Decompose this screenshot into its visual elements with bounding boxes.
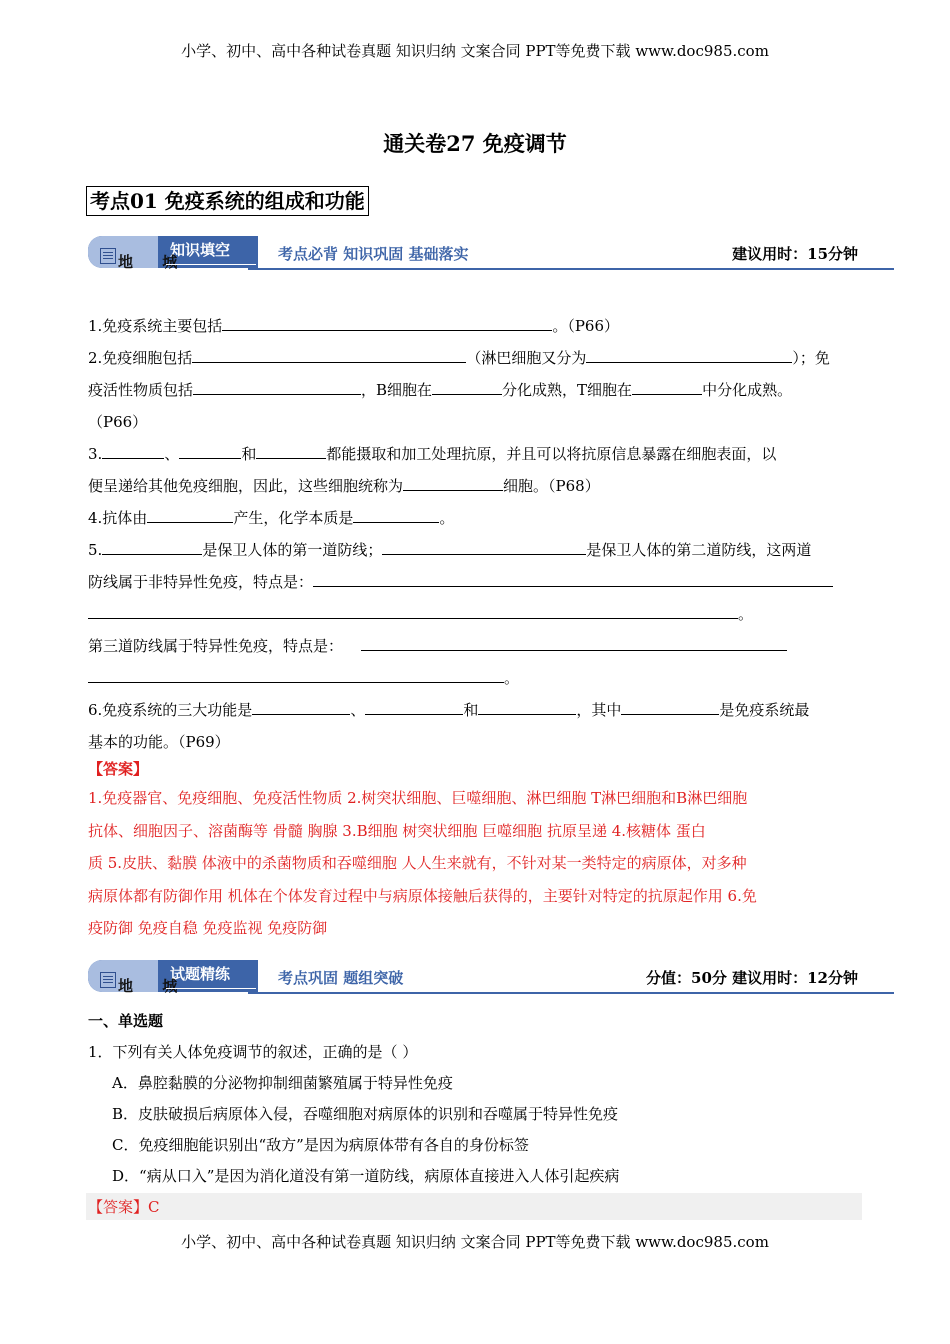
q2-text-d: 疫活性物质包括 bbox=[88, 381, 194, 399]
q3-text-b: 、 bbox=[164, 445, 180, 463]
q5-text-d: 防线属于非特异性免疫，特点是： bbox=[88, 573, 314, 591]
question-5-line2 bbox=[88, 566, 864, 598]
question-2 bbox=[88, 342, 864, 374]
q6-text-b: 、 bbox=[350, 701, 366, 719]
answer-line: 疫防御 免疫自稳 免疫监视 免疫防御 bbox=[88, 919, 328, 937]
banner-underline bbox=[166, 988, 256, 989]
q2-text-b: （淋巴细胞又分为 bbox=[466, 349, 587, 367]
banner-slogan: 考点必背 知识巩固 基础落实 bbox=[278, 245, 469, 263]
q2-text-h: （P66） bbox=[88, 413, 148, 431]
answer-line: 1.免疫器官、免疫细胞、免疫活性物质 2.树突状细胞、巨噬细胞、淋巴细胞 T淋巴细胞和B淋巴细胞 bbox=[88, 789, 748, 807]
q2-text-g: 中分化成熟。 bbox=[702, 381, 793, 399]
answer-bar bbox=[86, 1193, 862, 1220]
mc1-option-c: C．免疫细胞能识别出“敌方”是因为病原体带有各自的身份标签 bbox=[112, 1136, 529, 1154]
blank bbox=[353, 505, 439, 523]
blank bbox=[192, 345, 466, 363]
mc1-answer bbox=[88, 1196, 160, 1217]
q3-text-d: 都能摄取和加工处理抗原，并且可以将抗原信息暴露在细胞表面，以 bbox=[326, 445, 777, 463]
mc1-stem: 1．下列有关人体免疫调节的叙述，正确的是（ ） bbox=[88, 1043, 418, 1061]
q6-text-e: 是免疫系统最 bbox=[719, 701, 810, 719]
question-2-line3 bbox=[88, 406, 864, 438]
answer-line: 质 5.皮肤、黏膜 体液中的杀菌物质和吞噬细胞 人人生来就有，不针对某一类特定的病原体，对多种 bbox=[88, 854, 747, 872]
mc1-option-a: A．鼻腔黏膜的分泌物抑制细菌繁殖属于特异性免疫 bbox=[112, 1074, 453, 1092]
question-2-line2 bbox=[88, 374, 864, 406]
blank bbox=[102, 537, 202, 555]
banner-score-time: 分值：50分 建议用时：12分钟 bbox=[646, 969, 858, 987]
question-1 bbox=[88, 310, 864, 342]
q3-text-f: 细胞。（P68） bbox=[503, 477, 600, 495]
blank bbox=[586, 345, 792, 363]
banner-tag: 知识填空 bbox=[170, 241, 231, 259]
blank bbox=[102, 441, 164, 459]
q6-text-c: 和 bbox=[463, 701, 479, 719]
blank bbox=[478, 697, 576, 715]
q5-text-e: 。 bbox=[738, 605, 754, 623]
page-header: 小学、初中、高中各种试卷真题 知识归纳 文案合同 PPT等免费下载 www.doc985.com bbox=[181, 42, 769, 60]
q6-text: 6.免疫系统的三大功能是 bbox=[88, 701, 253, 719]
q4-text-c: 。 bbox=[439, 509, 455, 527]
blank bbox=[361, 633, 787, 651]
q6-text-f: 基本的功能。（P69） bbox=[88, 733, 230, 751]
section-title: 一、单选题 bbox=[88, 1012, 164, 1030]
q4-text: 4.抗体由 bbox=[88, 509, 148, 527]
blank bbox=[632, 377, 702, 395]
question-5-line4 bbox=[88, 630, 864, 662]
q2-text-c: ）；免 bbox=[792, 349, 830, 367]
q2-text-e: ，B细胞在 bbox=[361, 381, 433, 399]
blank bbox=[88, 665, 504, 683]
blank bbox=[88, 601, 738, 619]
banner-tag: 试题精练 bbox=[170, 965, 231, 983]
q5-text-f: 第三道防线属于特异性免疫，特点是： bbox=[88, 637, 344, 655]
q4-text-b: 产生，化学本质是 bbox=[233, 509, 354, 527]
page-title: 通关卷27 免疫调节 bbox=[383, 131, 567, 156]
q5-text-g: 。 bbox=[504, 669, 520, 687]
question-6 bbox=[88, 694, 864, 726]
q6-text-d: ，其中 bbox=[576, 701, 622, 719]
blank bbox=[256, 441, 326, 459]
q3-text: 3. bbox=[88, 445, 103, 463]
blank bbox=[222, 313, 552, 331]
question-3-line2 bbox=[88, 470, 864, 502]
blank bbox=[147, 505, 233, 523]
answer-line: 抗体、细胞因子、溶菌酶等 骨髓 胸腺 3.B细胞 树突状细胞 巨噬细胞 抗原呈递 4.核糖体 蛋白 bbox=[88, 821, 706, 840]
blank bbox=[403, 473, 503, 491]
blank bbox=[193, 377, 361, 395]
blank bbox=[313, 569, 833, 587]
question-3 bbox=[88, 438, 864, 470]
blank bbox=[179, 441, 241, 459]
answer-label: 【答案】 bbox=[88, 760, 149, 778]
q5-text-c: 是保卫人体的第二道防线，这两道 bbox=[586, 541, 812, 559]
question-5 bbox=[88, 534, 864, 566]
mc1-answer-value: C bbox=[148, 1198, 160, 1216]
banner-slogan: 考点巩固 题组突破 bbox=[278, 969, 404, 987]
q3-text-c: 和 bbox=[241, 445, 257, 463]
question-block bbox=[88, 310, 864, 758]
blank bbox=[365, 697, 463, 715]
banner-rule bbox=[248, 268, 894, 270]
banner-practice bbox=[88, 960, 894, 994]
q1-text: 1.免疫系统主要包括 bbox=[88, 317, 223, 335]
page-footer: 小学、初中、高中各种试卷真题 知识归纳 文案合同 PPT等免费下载 www.doc985.com bbox=[181, 1233, 769, 1251]
banner-knowledge bbox=[88, 236, 894, 270]
blank bbox=[252, 697, 350, 715]
list-icon bbox=[100, 972, 116, 988]
q3-text-e: 便呈递给其他免疫细胞，因此，这些细胞统称为 bbox=[88, 477, 404, 495]
kaodian-heading: 考点01 免疫系统的组成和功能 bbox=[86, 186, 369, 216]
q5-text: 5. bbox=[88, 541, 103, 559]
banner-sub: 地 城 bbox=[118, 977, 190, 995]
answer-line: 病原体都有防御作用 机体在个体发育过程中与病原体接触后获得的，主要针对特定的抗原起作用 6.免 bbox=[88, 886, 757, 905]
mc1-option-b: B．皮肤破损后病原体入侵，吞噬细胞对病原体的识别和吞噬属于特异性免疫 bbox=[112, 1105, 619, 1123]
q1-end: 。（P66） bbox=[552, 317, 619, 335]
blank bbox=[432, 377, 502, 395]
question-4 bbox=[88, 502, 864, 534]
mc1-answer-label: 【答案】 bbox=[88, 1198, 149, 1216]
banner-time: 建议用时：15分钟 bbox=[732, 245, 858, 263]
blank bbox=[621, 697, 719, 715]
blank bbox=[382, 537, 586, 555]
q2-text-f: 分化成熟，T细胞在 bbox=[502, 381, 633, 399]
answer-block bbox=[88, 782, 864, 945]
question-5-line3 bbox=[88, 598, 864, 630]
q5-text-b: 是保卫人体的第一道防线； bbox=[202, 541, 383, 559]
q2-text: 2.免疫细胞包括 bbox=[88, 349, 193, 367]
question-5-line5 bbox=[88, 662, 864, 694]
mc1-option-d: D．“病从口入”是因为消化道没有第一道防线，病原体直接进入人体引起疾病 bbox=[112, 1167, 620, 1185]
banner-rule bbox=[248, 992, 894, 994]
list-icon bbox=[100, 248, 116, 264]
banner-sub: 地 城 bbox=[118, 253, 190, 271]
banner-underline bbox=[166, 264, 256, 265]
